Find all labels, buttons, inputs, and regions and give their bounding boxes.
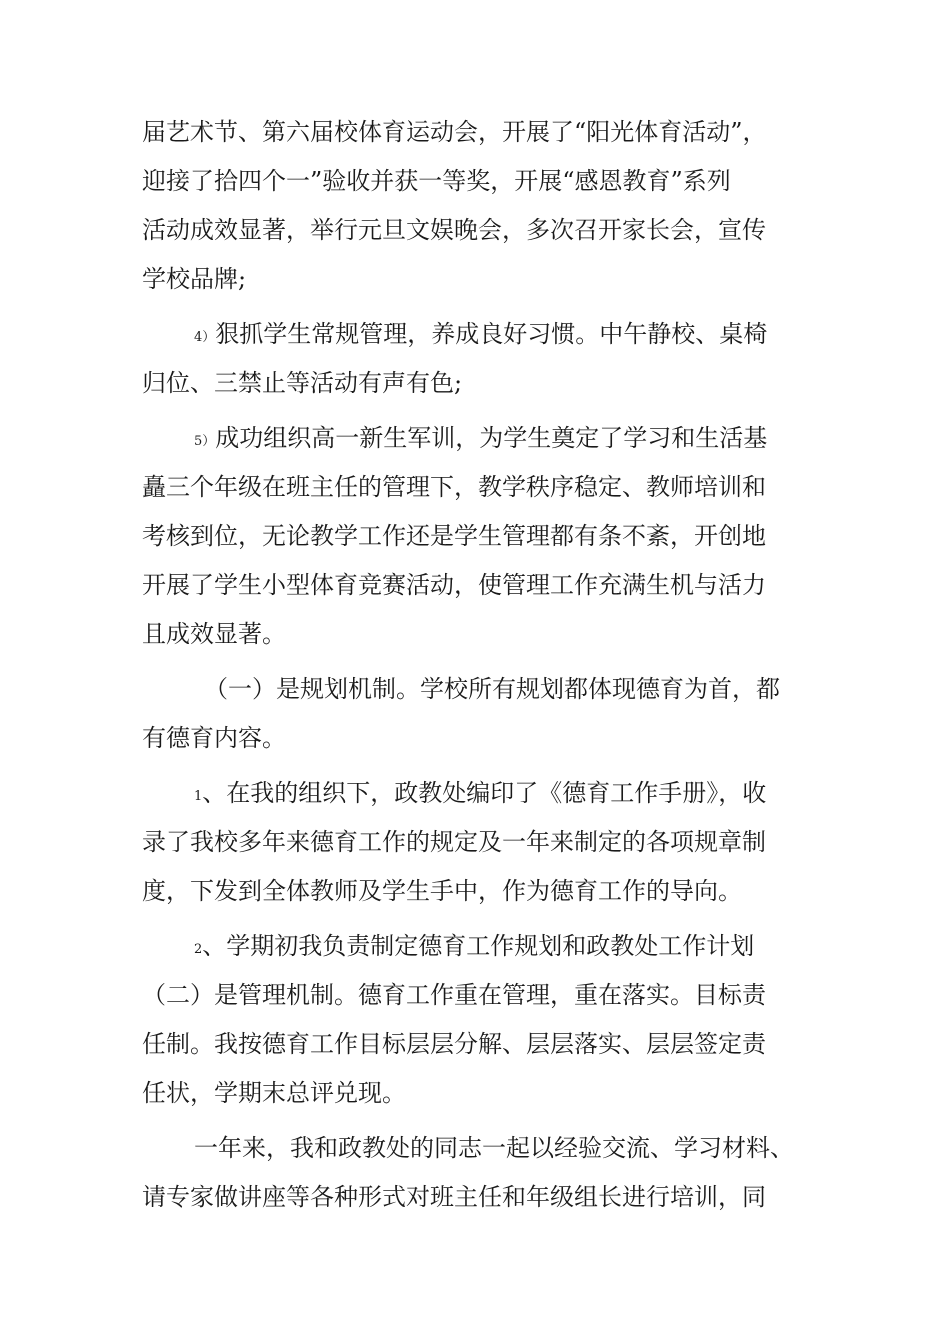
- list-item-4: [142, 310, 810, 359]
- text-line: 考核到位，无论教学工作还是学生管理都有条不紊，开创地: [142, 522, 766, 550]
- text-line: 学校品牌;: [142, 265, 247, 293]
- document-body: [142, 108, 810, 1222]
- text-line: 届艺术节、第六届校体育运动会，开展了“阳光体育活动”，: [142, 118, 767, 146]
- item-number: 1: [194, 789, 203, 804]
- text-line: 、在我的组织下，政教处编印了《德育工作手册》，收: [202, 779, 767, 807]
- text-line: 有德育内容。: [142, 724, 286, 752]
- text-line: 迎接了拾四个一”验收并获一等奖，开展“感恩教育”系列: [142, 167, 731, 195]
- text-line: 且成效显著。: [142, 620, 286, 648]
- text-line: 一年来，我和政教处的同志一起以经验交流、学习材料、: [194, 1134, 794, 1162]
- text-line: 狠抓学生常规管理，养成良好习惯。中午静校、桌椅: [215, 320, 768, 348]
- text-line: 任制。我按德育工作目标层层分解、层层落实、层层签定责: [142, 1030, 766, 1058]
- item-number: 2: [194, 942, 203, 957]
- text-line: 开展了学生小型体育竞赛活动，使管理工作充满生机与活力: [142, 571, 766, 599]
- text-line: 录了我校多年来德育工作的规定及一年来制定的各项规章制: [142, 828, 766, 856]
- item-number: 5）: [194, 434, 216, 449]
- list-item-5: [142, 414, 810, 463]
- text-line: 活动成效显著，举行元旦文娱晚会，多次召开家长会，宣传: [142, 216, 766, 244]
- text-line: 矗三个年级在班主任的管理下，教学秩序稳定、教师培训和: [142, 473, 766, 501]
- list-item-2: [142, 922, 810, 971]
- text-line: 请专家做讲座等各种形式对班主任和年级组长进行培训，同: [142, 1183, 766, 1211]
- text-line: 成功组织高一新生军训，为学生奠定了学习和生活基: [215, 424, 768, 452]
- list-item-1: [142, 769, 810, 818]
- text-line: 归位、三禁止等活动有声有色;: [142, 369, 463, 397]
- item-number: 4）: [194, 330, 216, 345]
- text-line: 、学期初我负责制定德育工作规划和政教处工作计划: [202, 932, 755, 960]
- section-heading-1: （一）是规划机制。学校所有规划都体现德育为首，都: [204, 675, 780, 703]
- section-heading-2: （二）是管理机制。德育工作重在管理，重在落实。目标责: [142, 981, 766, 1009]
- text-line: 任状，学期末总评兑现。: [142, 1079, 406, 1107]
- text-line: 度，下发到全体教师及学生手中，作为德育工作的导向。: [142, 877, 742, 905]
